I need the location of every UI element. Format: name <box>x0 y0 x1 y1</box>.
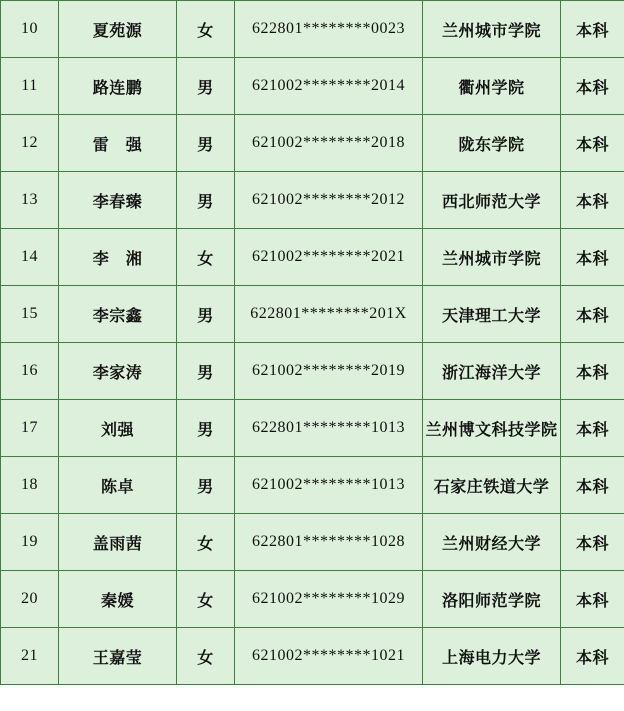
cell-name: 刘强 <box>59 400 177 457</box>
cell-degree: 本科 <box>561 286 624 343</box>
cell-school: 洛阳师范学院 <box>423 571 561 628</box>
cell-gender: 女 <box>177 571 235 628</box>
cell-name: 雷 强 <box>59 115 177 172</box>
cell-id: 621002********2018 <box>235 115 423 172</box>
cell-index: 15 <box>1 286 59 343</box>
cell-index: 16 <box>1 343 59 400</box>
cell-id: 621002********1013 <box>235 457 423 514</box>
cell-school: 兰州城市学院 <box>423 1 561 58</box>
cell-index: 18 <box>1 457 59 514</box>
cell-name: 盖雨茜 <box>59 514 177 571</box>
cell-index: 17 <box>1 400 59 457</box>
cell-gender: 女 <box>177 628 235 685</box>
cell-id: 621002********1021 <box>235 628 423 685</box>
table-row <box>1 172 624 229</box>
table-row <box>1 514 624 571</box>
table-row <box>1 286 624 343</box>
table-row <box>1 115 624 172</box>
cell-degree: 本科 <box>561 400 624 457</box>
cell-degree: 本科 <box>561 229 624 286</box>
cell-degree: 本科 <box>561 457 624 514</box>
cell-id: 622801********1028 <box>235 514 423 571</box>
table-row <box>1 628 624 685</box>
cell-name: 李 湘 <box>59 229 177 286</box>
cell-gender: 女 <box>177 1 235 58</box>
cell-school: 衢州学院 <box>423 58 561 115</box>
cell-index: 20 <box>1 571 59 628</box>
cell-school: 兰州博文科技学院 <box>423 400 561 457</box>
cell-gender: 男 <box>177 343 235 400</box>
cell-school: 西北师范大学 <box>423 172 561 229</box>
cell-school: 兰州城市学院 <box>423 229 561 286</box>
table-row <box>1 343 624 400</box>
cell-id: 622801********1013 <box>235 400 423 457</box>
cell-index: 13 <box>1 172 59 229</box>
cell-index: 12 <box>1 115 59 172</box>
cell-id: 621002********2012 <box>235 172 423 229</box>
table-row <box>1 58 624 115</box>
cell-degree: 本科 <box>561 58 624 115</box>
cell-id: 622801********0023 <box>235 1 423 58</box>
cell-degree: 本科 <box>561 172 624 229</box>
cell-school: 浙江海洋大学 <box>423 343 561 400</box>
table-body <box>1 1 624 685</box>
cell-school: 石家庄铁道大学 <box>423 457 561 514</box>
cell-gender: 女 <box>177 514 235 571</box>
cell-school: 陇东学院 <box>423 115 561 172</box>
cell-id: 621002********2019 <box>235 343 423 400</box>
cell-index: 21 <box>1 628 59 685</box>
cell-name: 李宗鑫 <box>59 286 177 343</box>
cell-index: 14 <box>1 229 59 286</box>
cell-gender: 男 <box>177 58 235 115</box>
cell-gender: 男 <box>177 286 235 343</box>
cell-id: 622801********201X <box>235 286 423 343</box>
cell-gender: 男 <box>177 457 235 514</box>
cell-index: 19 <box>1 514 59 571</box>
cell-id: 621002********2014 <box>235 58 423 115</box>
cell-index: 11 <box>1 58 59 115</box>
cell-gender: 女 <box>177 229 235 286</box>
cell-school: 天津理工大学 <box>423 286 561 343</box>
cell-gender: 男 <box>177 172 235 229</box>
cell-name: 夏苑源 <box>59 1 177 58</box>
table-row <box>1 571 624 628</box>
cell-gender: 男 <box>177 115 235 172</box>
cell-name: 陈卓 <box>59 457 177 514</box>
table-row <box>1 457 624 514</box>
table-row <box>1 400 624 457</box>
cell-id: 621002********2021 <box>235 229 423 286</box>
cell-gender: 男 <box>177 400 235 457</box>
cell-degree: 本科 <box>561 628 624 685</box>
cell-name: 路连鹏 <box>59 58 177 115</box>
cell-id: 621002********1029 <box>235 571 423 628</box>
cell-degree: 本科 <box>561 514 624 571</box>
cell-name: 秦媛 <box>59 571 177 628</box>
cell-index: 10 <box>1 1 59 58</box>
cell-degree: 本科 <box>561 115 624 172</box>
cell-degree: 本科 <box>561 343 624 400</box>
table-row <box>1 229 624 286</box>
cell-degree: 本科 <box>561 571 624 628</box>
cell-name: 李家涛 <box>59 343 177 400</box>
cell-degree: 本科 <box>561 1 624 58</box>
cell-school: 兰州财经大学 <box>423 514 561 571</box>
cell-name: 李春臻 <box>59 172 177 229</box>
cell-name: 王嘉莹 <box>59 628 177 685</box>
cell-school: 上海电力大学 <box>423 628 561 685</box>
table-row <box>1 1 624 58</box>
